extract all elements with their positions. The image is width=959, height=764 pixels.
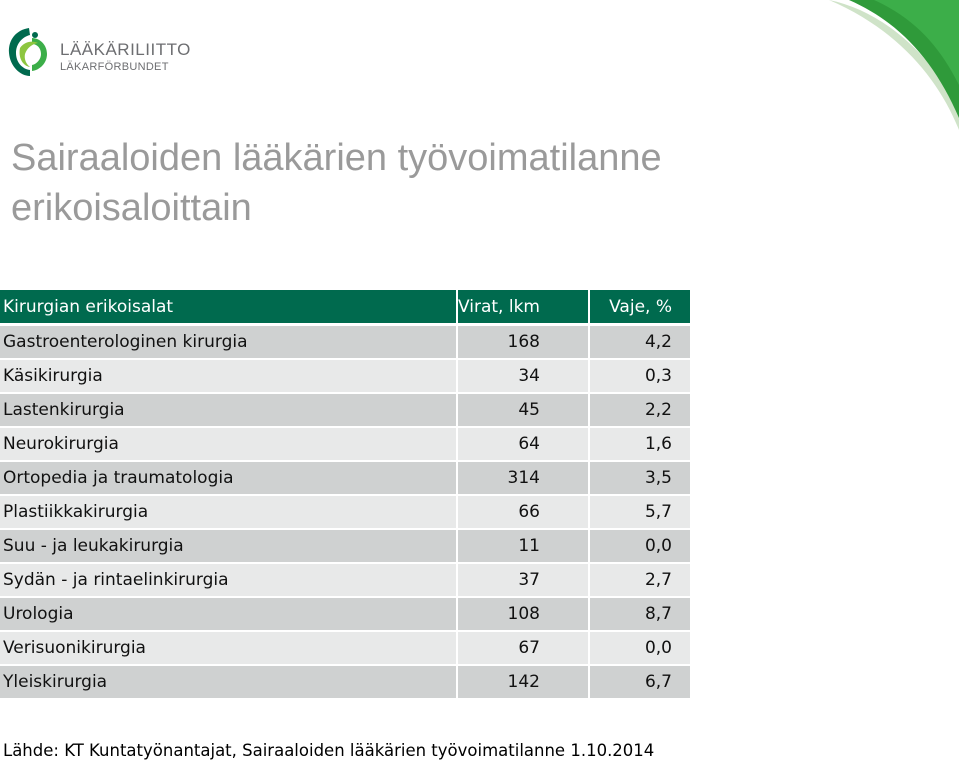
logo-emblem-icon — [6, 26, 52, 78]
shortage-cell: 0,0 — [590, 530, 690, 564]
specialty-cell: Plastiikkakirurgia — [0, 496, 458, 530]
positions-cell: 142 — [458, 666, 590, 700]
logo-name-fi: LÄÄKÄRILIITTO — [60, 40, 191, 59]
positions-cell: 66 — [458, 496, 590, 530]
positions-cell: 67 — [458, 632, 590, 666]
specialty-cell: Ortopedia ja traumatologia — [0, 462, 458, 496]
logo — [6, 26, 206, 82]
table-row — [0, 496, 690, 530]
title-line-2: erikoisaloittain — [11, 187, 252, 229]
table-row — [0, 394, 690, 428]
shortage-cell: 8,7 — [590, 598, 690, 632]
positions-cell: 34 — [458, 360, 590, 394]
positions-cell: 314 — [458, 462, 590, 496]
specialty-cell: Suu - ja leukakirurgia — [0, 530, 458, 564]
shortage-cell: 1,6 — [590, 428, 690, 462]
specialty-cell: Urologia — [0, 598, 458, 632]
column-header-shortage: Vaje, % — [590, 290, 690, 326]
shortage-cell: 3,5 — [590, 462, 690, 496]
shortage-cell: 2,7 — [590, 564, 690, 598]
logo-wordmark — [60, 40, 191, 74]
shortage-cell: 0,3 — [590, 360, 690, 394]
positions-cell: 64 — [458, 428, 590, 462]
table-row — [0, 632, 690, 666]
table-row — [0, 530, 690, 564]
source-note: Lähde: KT Kuntatyönantajat, Sairaaloiden lääkärien työvoimatilanne 1.10.2014 — [3, 741, 655, 760]
shortage-cell: 4,2 — [590, 326, 690, 360]
table-row — [0, 462, 690, 496]
specialty-cell: Verisuonikirurgia — [0, 632, 458, 666]
table-row — [0, 564, 690, 598]
shortage-cell: 6,7 — [590, 666, 690, 700]
specialty-cell: Käsikirurgia — [0, 360, 458, 394]
positions-cell: 108 — [458, 598, 590, 632]
positions-cell: 11 — [458, 530, 590, 564]
column-header-specialty: Kirurgian erikoisalat — [0, 290, 458, 326]
specialty-cell: Sydän - ja rintaelinkirurgia — [0, 564, 458, 598]
page-title — [11, 133, 662, 233]
positions-cell: 45 — [458, 394, 590, 428]
logo-name-sv: LÄKARFÖRBUNDET — [60, 61, 169, 73]
table-row — [0, 666, 690, 700]
positions-cell: 37 — [458, 564, 590, 598]
shortage-cell: 0,0 — [590, 632, 690, 666]
column-header-positions: Virat, lkm — [458, 290, 590, 326]
specialty-cell: Yleiskirurgia — [0, 666, 458, 700]
shortage-cell: 2,2 — [590, 394, 690, 428]
specialty-cell: Neurokirurgia — [0, 428, 458, 462]
shortage-cell: 5,7 — [590, 496, 690, 530]
table-row — [0, 428, 690, 462]
specialty-cell: Lastenkirurgia — [0, 394, 458, 428]
table-row — [0, 360, 690, 394]
specialty-cell: Gastroenterologinen kirurgia — [0, 326, 458, 360]
corner-decoration — [819, 0, 959, 130]
table-row — [0, 598, 690, 632]
positions-cell: 168 — [458, 326, 590, 360]
title-line-1: Sairaaloiden lääkärien työvoimatilanne — [11, 137, 662, 179]
table-header-row — [0, 290, 690, 326]
surgery-specialties-table — [0, 290, 690, 700]
table-row — [0, 326, 690, 360]
